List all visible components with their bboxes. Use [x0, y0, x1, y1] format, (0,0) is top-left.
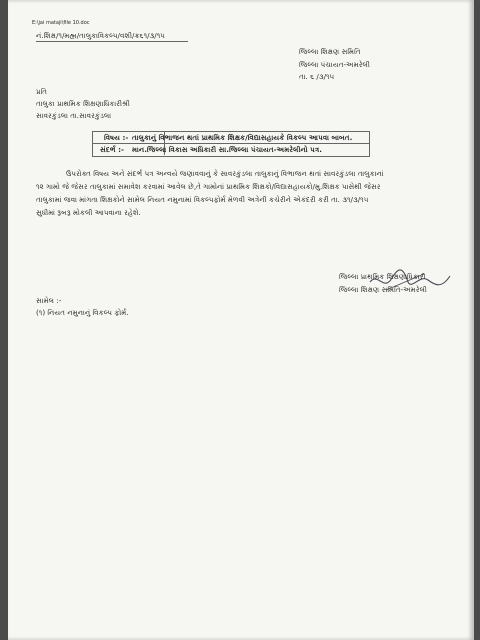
sender-office: જિલ્લા શિક્ષણ સમિતિ [299, 47, 361, 56]
reference-text: માન.જિલ્લા વિકાસ અધિકારી સા.જિલ્લા પંચાયત-અમરેલીનો પત્ર. [132, 145, 322, 154]
body-line-3: તાલુકામાં જવા માંગતા શિક્ષકોને સામેલ નિયત નમુનામાં વિકલ્પફોર્મ મેળવી અત્રેની કચેરીને એકંદરી કરી તા. ૩૧/૩/૧૫ [36, 195, 369, 204]
reference-label: સંદર્ભ :- [100, 145, 124, 154]
outward-number-underline [36, 41, 188, 42]
file-reference: E:\jai mataji\file 10.doc [32, 20, 90, 26]
sender-address: જિલ્લા પંચાયત-અમરેલી [299, 60, 370, 69]
recipient-title: તાલુકા પ્રાથમિક શિક્ષણાધિકારીશ્રી [36, 99, 130, 108]
subject-box-separator [92, 143, 369, 144]
letter-page [8, 0, 474, 640]
enclosure-item: (૧) નિયત નમુનાનું વિકલ્પ ફોર્મ. [36, 308, 129, 317]
signatory-designation: જિલ્લા પ્રાથમિક શિક્ષણાધિકારી [339, 272, 426, 281]
body-line-4: સુધીમાં રૂબરૂ મોકલી આપવાના રહેશે. [36, 208, 141, 217]
subject-text: તાલુકાનું વિભાજન થતાં પ્રાથમિક શિક્ષક/વિદ્યાસહાયકે વિકલ્પ આપવા બાબત. [132, 133, 353, 142]
recipient-prati: પ્રતિ [36, 87, 48, 96]
enclosure-label: સામેલ :- [36, 296, 62, 305]
letter-date: તા. ૬ /૩/૧૫ [299, 72, 335, 81]
outward-number: નં.શિક્ષ/૧/મહ્મ/તાલુકાવિકલ્પ/વશી/ક્ર૬૧/૩/૧૫ [36, 31, 165, 40]
body-line-2: ૧૨ ગામો જે જેસર તાલુકામાં સમાવેશ કરવામાં આવેલ છે,તે ગામોનાં પ્રાથમિક શિક્ષકો/વિદ્યાસહાયકો/મુ.શિક્ષક પાસેથી જેસર [36, 182, 381, 191]
body-line-1: ઉપરોક્ત વિષય અને સંદર્ભ પત્ર અન્વયે જણાવવાનું કે સાવરકુંડલા તાલુકાનું વિભાજન થતાં સાવરકુંડલા તાલુકાનાં [66, 169, 384, 178]
subject-label: વિષય :- [104, 133, 129, 142]
recipient-place: સાવરકુંડલા તા.સાવરકુંડલા [36, 111, 112, 120]
signatory-office: જિલ્લા શિક્ષણ સમિતિ-અમરેલી [339, 285, 427, 294]
